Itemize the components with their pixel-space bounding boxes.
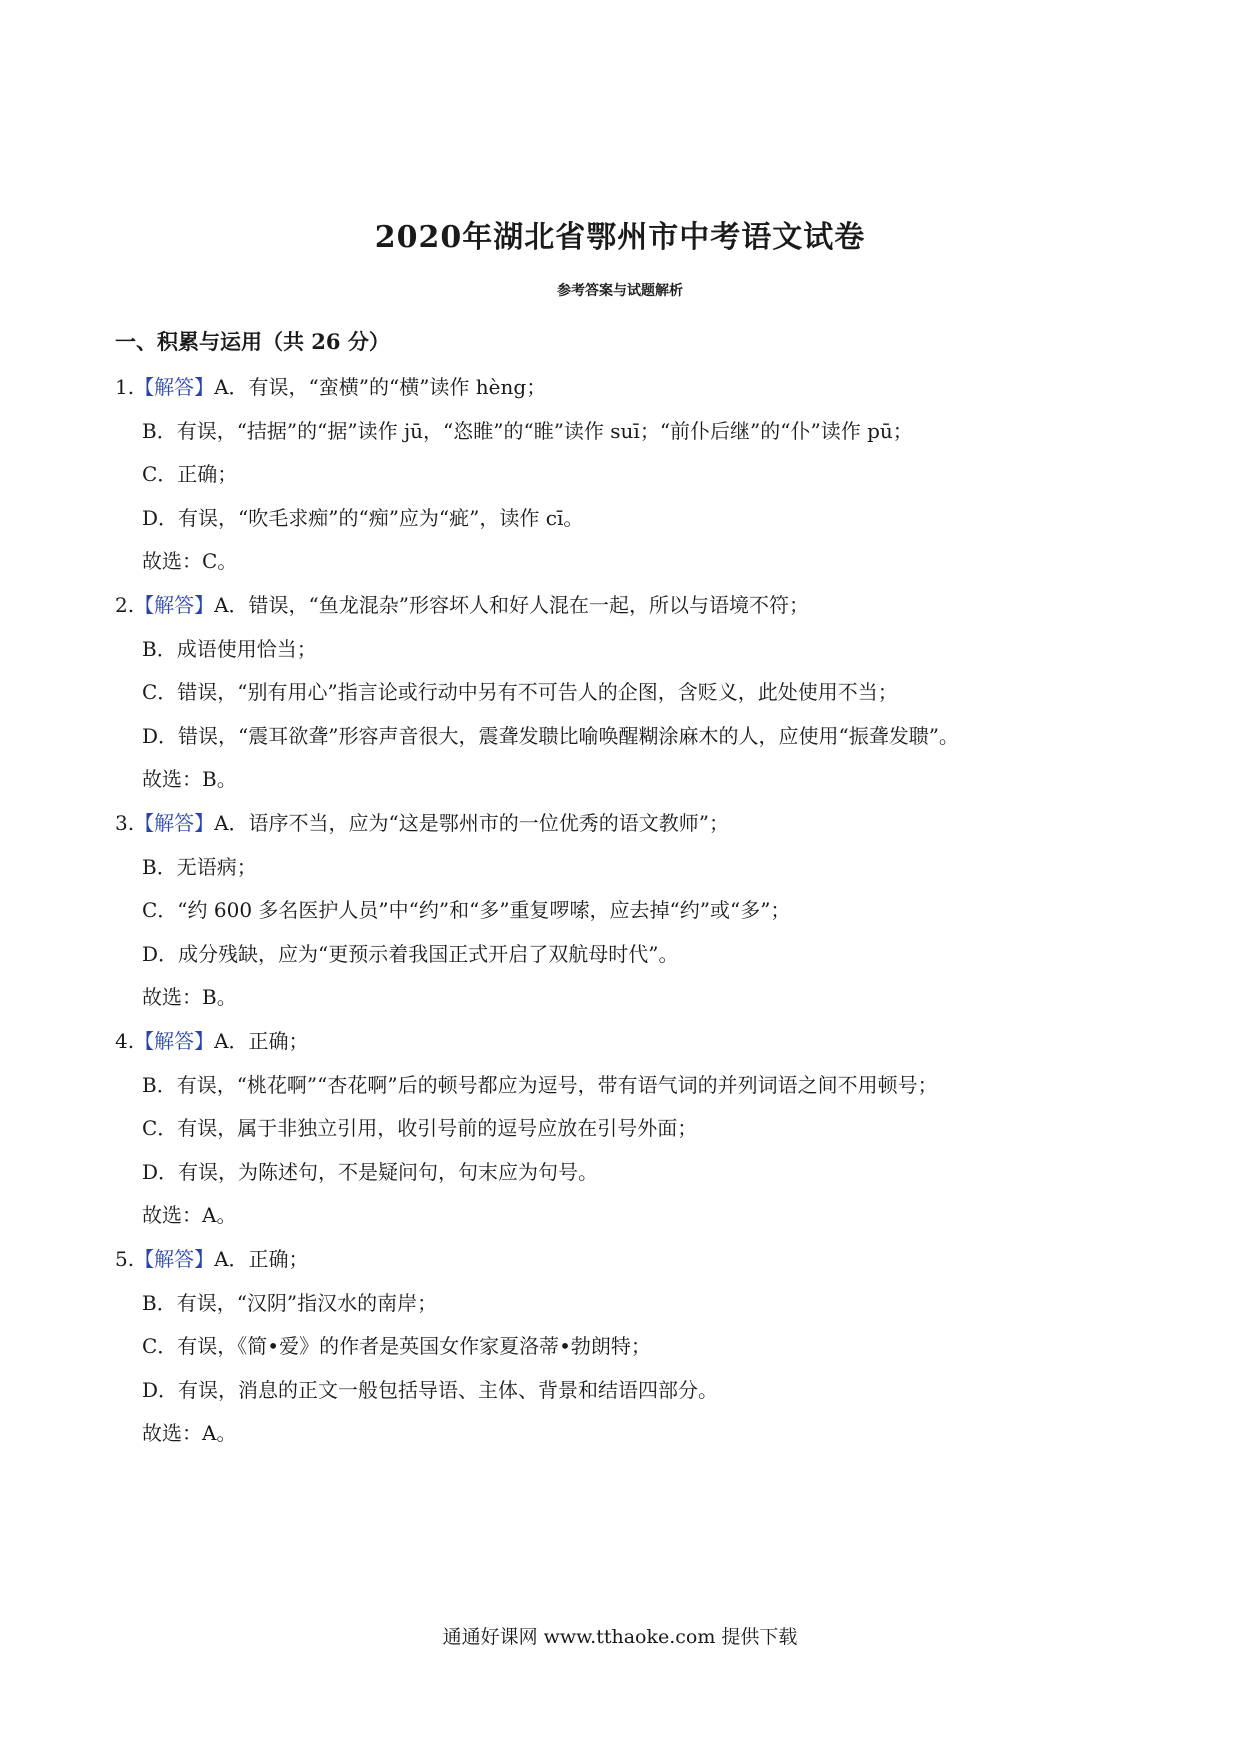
answer-line: C．“约 600 多名医护人员”中“约”和“多”重复啰嗦，应去掉“约”或“多”； [142,898,791,923]
answer-line: B．成语使用恰当； [142,636,317,661]
answer-text: A．正确； [214,1029,309,1053]
answer-line: 故选：A。 [142,1203,237,1228]
answer-line: D．错误，“震耳欲聋”形容声音很大，震聋发聩比喻唤醒糊涂麻木的人，应使用“振聋发聩”。 [142,723,959,748]
page-subtitle: 参考答案与试题解析 [557,283,683,299]
answer-line: D．有误，“吹毛求痴”的“痴”应为“疵”，读作 cī。 [142,505,584,530]
answer-first-line [115,809,729,837]
answer-tag: 【解答】 [134,1029,215,1053]
answer-first-line [115,591,809,619]
answer-text: A．错误，“鱼龙混杂”形容坏人和好人混在一起，所以与语境不符； [214,593,809,617]
page-title: 2020年湖北省鄂州市中考语文试卷 [374,220,866,255]
answer-line: D．成分残缺，应为“更预示着我国正式开启了双航母时代”。 [142,941,679,966]
answer-first-line [115,1027,309,1055]
answer-tag: 【解答】 [134,375,215,399]
footer-source: 通通好课网 www.tthaoke.com 提供下载 [442,1626,798,1648]
question-number: 4. [115,1029,135,1053]
answer-first-line [115,373,546,401]
question-number: 2. [115,593,135,617]
answer-tag: 【解答】 [134,1247,215,1271]
answer-first-line [115,1245,309,1273]
answer-text: A．语序不当，应为“这是鄂州市的一位优秀的语文教师”； [214,811,729,835]
answer-line: C．有误，属于非独立引用，收引号前的逗号应放在引号外面； [142,1116,698,1141]
answer-line: B．有误，“拮据”的“据”读作 jū，“恣睢”的“睢”读作 suī；“前仆后继”的“仆”读作 pū； [142,418,913,443]
answer-tag: 【解答】 [134,811,215,835]
answer-line: B．有误，“汉阴”指汉水的南岸； [142,1290,438,1315]
answer-line: D．有误，为陈述句，不是疑问句，句末应为句号。 [142,1159,599,1184]
answer-text: A．有误，“蛮横”的“横”读作 hèng； [214,375,547,399]
question-number: 3. [115,811,135,835]
section-heading: 一、积累与运用（共 26 分） [115,329,390,354]
question-number: 1. [115,375,135,399]
answer-line: 故选：B。 [142,985,237,1010]
answer-tag: 【解答】 [134,593,215,617]
answer-line: B．无语病； [142,854,257,879]
answer-line: 故选：A。 [142,1421,237,1446]
answer-line: 故选：C。 [142,549,238,574]
answer-line: B．有误，“桃花啊”“杏花啊”后的顿号都应为逗号，带有语气词的并列词语之间不用顿号； [142,1072,938,1097]
answer-line: C．有误，《简•爱》的作者是英国女作家夏洛蒂•勃朗特； [142,1334,651,1359]
answer-line: D．有误，消息的正文一般包括导语、主体、背景和结语四部分。 [142,1377,719,1402]
answer-line: C．错误，“别有用心”指言论或行动中另有不可告人的企图，含贬义，此处使用不当； [142,680,898,705]
answer-line: C．正确； [142,462,238,487]
question-number: 5. [115,1247,135,1271]
answer-text: A．正确； [214,1247,309,1271]
answer-line: 故选：B。 [142,767,237,792]
